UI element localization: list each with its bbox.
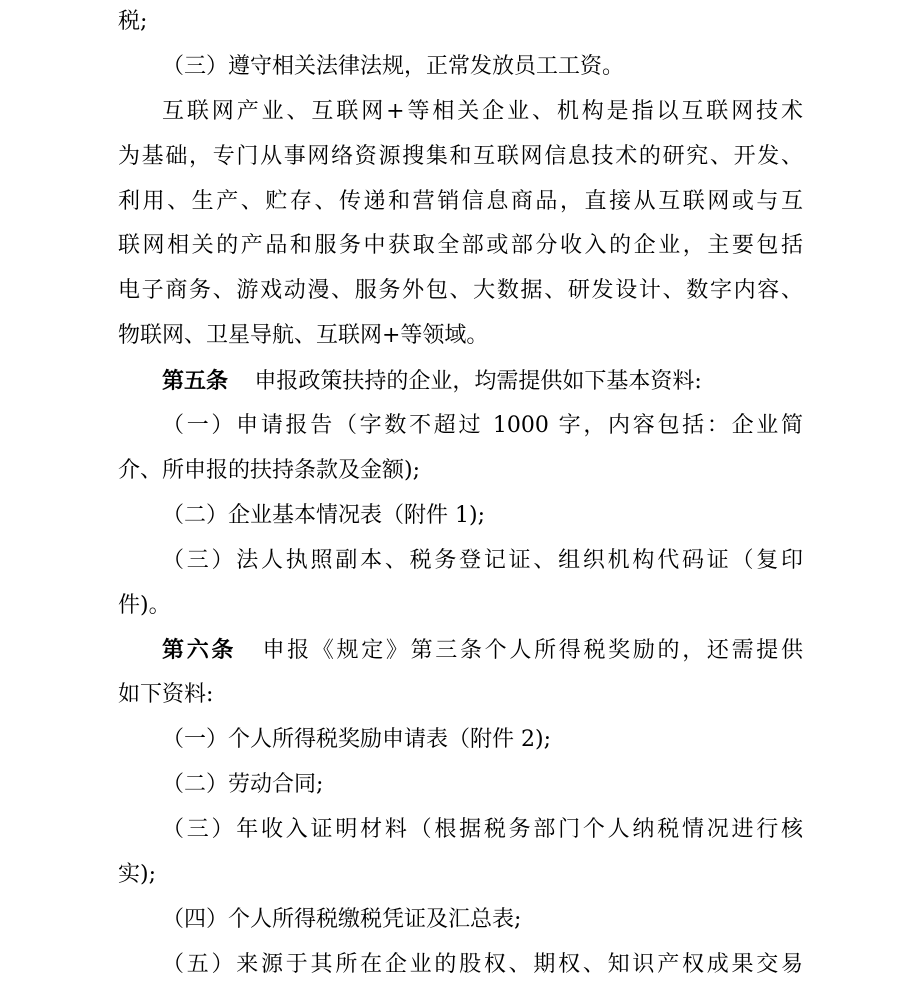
text-line: 物联网、卫星导航、互联网+等领域。 [118,323,489,349]
text-line: 互联网产业、互联网+等相关企业、机构是指以互联网技术 [162,98,803,124]
article-label: 第五条 [162,368,229,395]
article-text: 申报《规定》第三条个人所得税奖励的，还需提供 [262,638,803,664]
text-line: （一）申请报告（字数不超过 1000 字，内容包括：企业简 [162,413,803,439]
text-line: 利用、生产、贮存、传递和营销信息商品，直接从互联网或与互 [118,188,803,214]
article-label: 第六条 [162,637,237,664]
text-line: 电子商务、游戏动漫、服务外包、大数据、研发设计、数字内容、 [118,278,803,304]
document-body [118,0,803,981]
text-line: （三）遵守相关法律法规，正常发放员工工资。 [162,53,625,79]
text-line: （二）劳动合同; [162,772,324,798]
text-line: 为基础，专门从事网络资源搜集和互联网信息技术的研究、开发、 [118,143,803,169]
text-line: （三）法人执照副本、税务登记证、组织机构代码证（复印 [162,547,803,573]
text-line: 实); [118,861,156,887]
text-line: 介、所申报的扶持条款及金额); [118,457,420,483]
text-line: （四）个人所得税缴税凭证及汇总表; [162,906,522,932]
text-line: （二）企业基本情况表（附件 1); [162,502,485,528]
text-line: （五）来源于其所在企业的股权、期权、知识产权成果交易 [162,951,803,977]
article-five-line [118,359,803,404]
article-six-line [118,628,803,673]
text-line: （三）年收入证明材料（根据税务部门个人纳税情况进行核 [162,817,803,843]
text-line: 件)。 [118,592,171,618]
article-text: 申报政策扶持的企业，均需提供如下基本资料: [254,369,702,395]
text-line: 税; [118,9,148,34]
text-line: 如下资料: [118,682,214,708]
text-line: 联网相关的产品和服务中获取全部或部分收入的企业，主要包括 [118,233,803,259]
text-line: （一）个人所得税奖励申请表（附件 2); [162,727,551,753]
